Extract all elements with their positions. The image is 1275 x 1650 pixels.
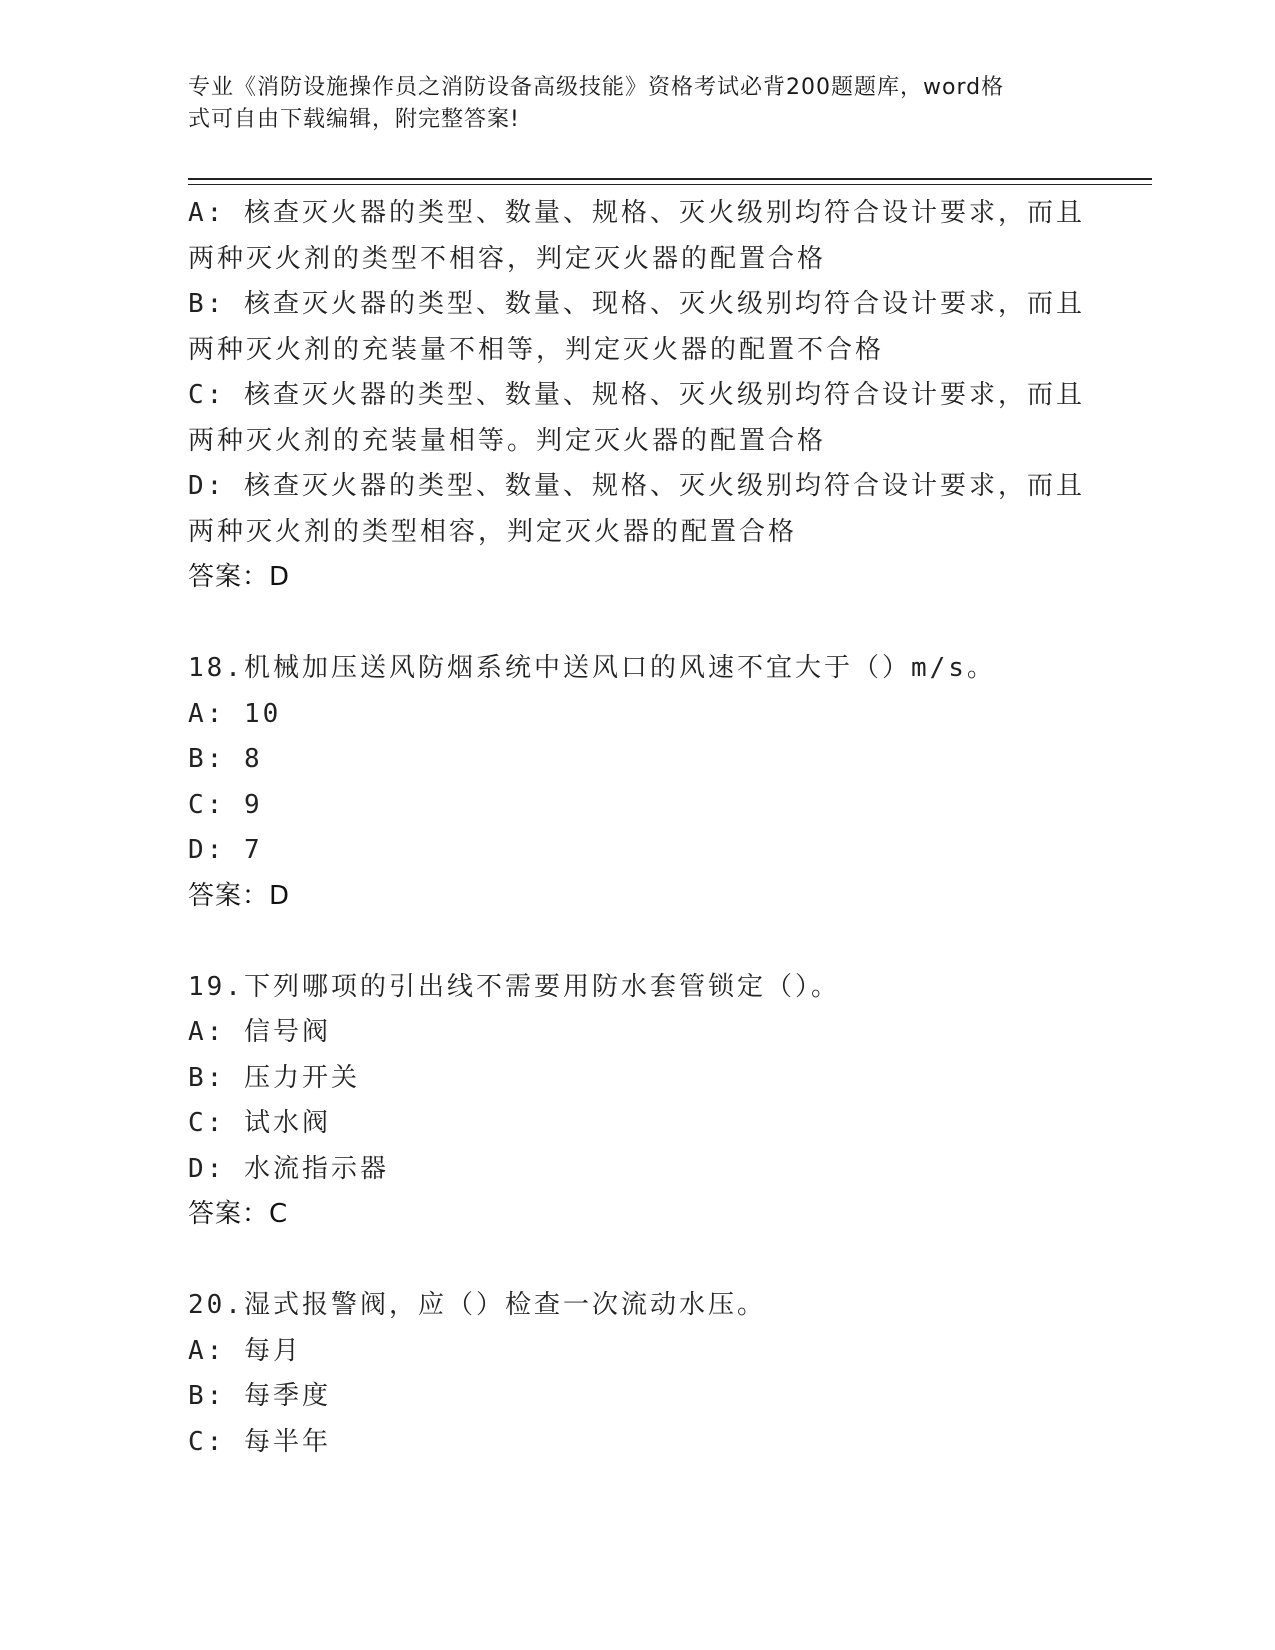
option-d-line-1: D: 核查灭火器的类型、数量、规格、灭火级别均符合设计要求，而且 [188, 471, 1085, 501]
document-header [188, 72, 1088, 136]
question-19-option-c: C: 试水阀 [188, 1108, 331, 1138]
question-18-option-b: B: 8 [188, 744, 263, 774]
question-19-option-a: A: 信号阀 [188, 1017, 331, 1047]
option-d-line-2: 两种灭火剂的类型相容，判定灭火器的配置合格 [188, 516, 798, 547]
question-18-option-c: C: 9 [188, 789, 263, 820]
option-b-line-1: B: 核查灭火器的类型、数量、现格、灭火级别均符合设计要求，而且 [188, 289, 1085, 319]
question-20-option-a: A: 每月 [188, 1335, 302, 1366]
option-c-line-1: C: 核查灭火器的类型、数量、规格、灭火级别均符合设计要求，而且 [188, 380, 1085, 410]
question-19-option-b: B: 压力开关 [188, 1062, 360, 1093]
spacer [188, 919, 1138, 965]
question-18-text: 18.机械加压送风防烟系统中送风口的风速不宜大于（）m/s。 [188, 653, 996, 683]
header-divider-thick [188, 178, 1152, 180]
question-20-option-b: B: 每季度 [188, 1381, 331, 1411]
header-title-line-1: 专业《消防设施操作员之消防设备高级技能》资格考试必背200题题库，word格 [188, 75, 1005, 100]
header-title-line-2: 式可自由下载编辑，附完整答案! [188, 107, 520, 132]
spacer [188, 1238, 1138, 1284]
option-c-line-2: 两种灭火剂的充装量相等。判定灭火器的配置合格 [188, 425, 827, 456]
question-19-text: 19.下列哪项的引出线不需要用防水套管锁定（）。 [188, 971, 840, 1002]
answer-17: 答案：D [188, 562, 291, 592]
question-20 [188, 1283, 1138, 1465]
option-b-line-2: 两种灭火剂的充装量不相等，判定灭火器的配置不合格 [188, 334, 885, 365]
answer-18: 答案：D [188, 880, 291, 911]
question-20-text: 20.湿式报警阀，应（）检查一次流动水压。 [188, 1290, 766, 1320]
question-18-option-a: A: 10 [188, 698, 282, 729]
option-a-line-2: 两种灭火剂的类型不相容，判定灭火器的配置合格 [188, 243, 827, 274]
question-19-option-d: D: 水流指示器 [188, 1153, 389, 1184]
question-19 [188, 965, 1138, 1238]
question-20-option-c: C: 每半年 [188, 1426, 331, 1457]
question-18-option-d: D: 7 [188, 835, 263, 865]
header-divider-thin [188, 184, 1152, 185]
answer-19: 答案：C [188, 1199, 289, 1229]
spacer [188, 601, 1138, 647]
option-a-line-1: A: 核查灭火器的类型、数量、规格、灭火级别均符合设计要求，而且 [188, 198, 1085, 228]
question-17-options [188, 191, 1138, 601]
question-content [188, 191, 1138, 1465]
question-18 [188, 646, 1138, 919]
